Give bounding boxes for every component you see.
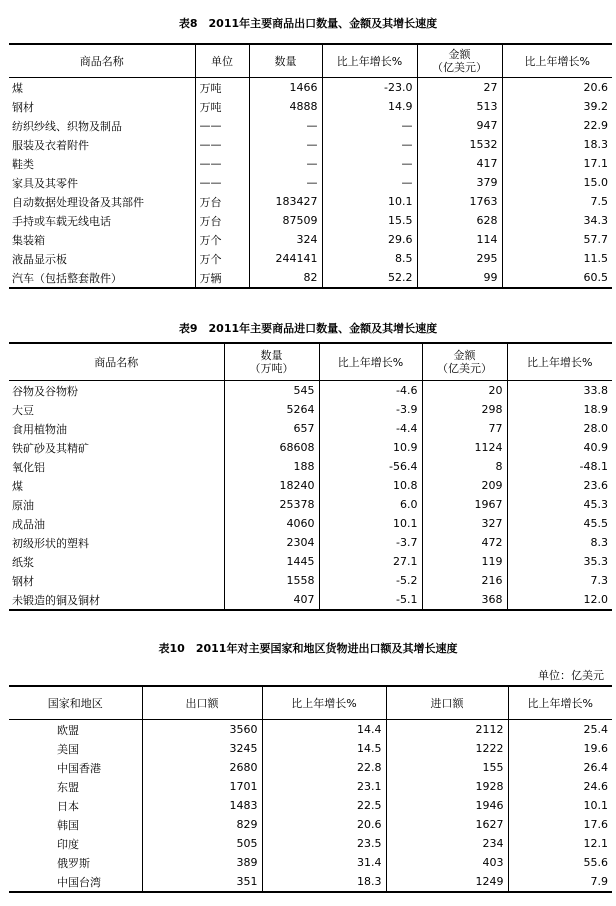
- table-cell: 417: [417, 154, 502, 173]
- table10-unit: 单位：亿美元: [538, 669, 604, 682]
- table-cell: —: [249, 154, 322, 173]
- table-cell: 20.6: [262, 815, 386, 834]
- table-cell: 22.5: [262, 796, 386, 815]
- table-cell: 美国: [57, 742, 79, 756]
- table-cell: 1763: [417, 192, 502, 211]
- table-cell: -56.4: [319, 457, 422, 476]
- column-header: 比上年增长%: [508, 686, 612, 720]
- table-cell: 545: [224, 381, 319, 401]
- table-row: [9, 796, 612, 815]
- table-cell: 集装箱: [12, 233, 45, 247]
- table-cell: 324: [249, 230, 322, 249]
- table-cell: 1532: [417, 135, 502, 154]
- table-cell: 22.9: [502, 116, 612, 135]
- table-cell: 657: [224, 419, 319, 438]
- table-cell: 万台: [195, 211, 249, 230]
- table-cell: 10.1: [319, 514, 422, 533]
- table-cell: 23.5: [262, 834, 386, 853]
- table-row: [9, 815, 612, 834]
- table-cell: 15.5: [322, 211, 417, 230]
- column-header: 商品名称: [9, 343, 224, 381]
- table-cell: 原油: [12, 498, 34, 512]
- table-cell: 中国香港: [57, 761, 101, 775]
- table-cell: 3560: [142, 720, 262, 740]
- table-cell: 34.3: [502, 211, 612, 230]
- table-cell: 295: [417, 249, 502, 268]
- table-row: [9, 552, 612, 571]
- table-cell: ——: [195, 173, 249, 192]
- table-cell: 5264: [224, 400, 319, 419]
- table-cell: 万吨: [195, 78, 249, 98]
- table-cell: 1483: [142, 796, 262, 815]
- table8-title: 表8 2011年主要商品出口数量、金额及其增长速度: [178, 17, 438, 30]
- table-row: [9, 135, 612, 154]
- import-commodities-table: [9, 342, 612, 611]
- column-header: 进口额: [386, 686, 508, 720]
- table-cell: 15.0: [502, 173, 612, 192]
- table-cell: 煤: [12, 479, 23, 493]
- table-cell: 14.9: [322, 97, 417, 116]
- column-header: 比上年增长%: [319, 343, 422, 381]
- table-cell: 18.3: [262, 872, 386, 892]
- table-row: [9, 872, 612, 892]
- table-row: [9, 154, 612, 173]
- table-cell: -23.0: [322, 78, 417, 98]
- table-cell: 1928: [386, 777, 508, 796]
- table-row: [9, 590, 612, 610]
- table-row: [9, 400, 612, 419]
- table-cell: 55.6: [508, 853, 612, 872]
- table-cell: 万台: [195, 192, 249, 211]
- export-commodities-table: [9, 43, 612, 289]
- table-cell: 汽车（包括整套散件）: [12, 271, 122, 285]
- table-cell: 99: [417, 268, 502, 288]
- table-cell: 手持或车载无线电话: [12, 214, 111, 228]
- table-cell: 1124: [422, 438, 507, 457]
- table-cell: 45.3: [507, 495, 612, 514]
- table-cell: 6.0: [319, 495, 422, 514]
- table-cell: 25.4: [508, 720, 612, 740]
- table-cell: 389: [142, 853, 262, 872]
- table-cell: ——: [195, 116, 249, 135]
- table-cell: 628: [417, 211, 502, 230]
- table-cell: 351: [142, 872, 262, 892]
- table-cell: 万个: [195, 249, 249, 268]
- column-header: 金额 （亿美元）: [422, 343, 507, 381]
- table-cell: 27.1: [319, 552, 422, 571]
- table-cell: 327: [422, 514, 507, 533]
- table-cell: 1249: [386, 872, 508, 892]
- table-cell: 铁矿砂及其精矿: [12, 441, 89, 455]
- table-cell: —: [249, 173, 322, 192]
- table-row: [9, 97, 612, 116]
- table-row: [9, 78, 612, 98]
- table-cell: 28.0: [507, 419, 612, 438]
- table-cell: 大豆: [12, 403, 34, 417]
- table-cell: 35.3: [507, 552, 612, 571]
- table-cell: 19.6: [508, 739, 612, 758]
- table-cell: 煤: [12, 81, 23, 95]
- table10-title: 表10 2011年对主要国家和地区货物进出口额及其增长速度: [158, 642, 458, 655]
- table-row: [9, 211, 612, 230]
- table-cell: -3.9: [319, 400, 422, 419]
- table-cell: 12.1: [508, 834, 612, 853]
- table-cell: 钢材: [12, 100, 34, 114]
- table-cell: 947: [417, 116, 502, 135]
- table-row: [9, 173, 612, 192]
- table-cell: 10.9: [319, 438, 422, 457]
- table-cell: 韩国: [57, 818, 79, 832]
- table-cell: 27: [417, 78, 502, 98]
- table-cell: 52.2: [322, 268, 417, 288]
- table-cell: 23.1: [262, 777, 386, 796]
- table-cell: 服装及衣着附件: [12, 138, 89, 152]
- table-row: [9, 381, 612, 401]
- table-cell: 379: [417, 173, 502, 192]
- table-row: [9, 438, 612, 457]
- table-cell: 8.3: [507, 533, 612, 552]
- column-header: 比上年增长%: [502, 44, 612, 78]
- table-cell: ——: [195, 135, 249, 154]
- table-cell: 1701: [142, 777, 262, 796]
- table-cell: 纺织纱线、织物及制品: [12, 119, 122, 133]
- table-cell: 氧化铝: [12, 460, 45, 474]
- table-cell: —: [322, 135, 417, 154]
- table-cell: 155: [386, 758, 508, 777]
- table-row: [9, 457, 612, 476]
- table-row: [9, 116, 612, 135]
- table-cell: 87509: [249, 211, 322, 230]
- table-cell: 82: [249, 268, 322, 288]
- table-cell: 2112: [386, 720, 508, 740]
- table-cell: 234: [386, 834, 508, 853]
- column-header: 出口额: [142, 686, 262, 720]
- table-cell: 10.1: [322, 192, 417, 211]
- table-cell: 23.6: [507, 476, 612, 495]
- table-cell: 1466: [249, 78, 322, 98]
- table-cell: 中国台湾: [57, 875, 101, 889]
- table-cell: 60.5: [502, 268, 612, 288]
- table-cell: -3.7: [319, 533, 422, 552]
- table-cell: 26.4: [508, 758, 612, 777]
- table-cell: 1627: [386, 815, 508, 834]
- table-cell: 印度: [57, 837, 79, 851]
- table-cell: —: [249, 116, 322, 135]
- table-cell: —: [322, 154, 417, 173]
- table-cell: 1946: [386, 796, 508, 815]
- table-cell: -5.2: [319, 571, 422, 590]
- table-cell: 33.8: [507, 381, 612, 401]
- column-header: 商品名称: [9, 44, 195, 78]
- table-cell: -48.1: [507, 457, 612, 476]
- table-cell: 3245: [142, 739, 262, 758]
- table-cell: 68608: [224, 438, 319, 457]
- table-cell: 20.6: [502, 78, 612, 98]
- table-cell: 1558: [224, 571, 319, 590]
- table-cell: 18.3: [502, 135, 612, 154]
- table-cell: 欧盟: [57, 723, 79, 737]
- table-cell: 829: [142, 815, 262, 834]
- table-cell: 2680: [142, 758, 262, 777]
- table-cell: 7.3: [507, 571, 612, 590]
- table-cell: 407: [224, 590, 319, 610]
- table-cell: 4060: [224, 514, 319, 533]
- column-header: 单位: [195, 44, 249, 78]
- table-cell: 183427: [249, 192, 322, 211]
- table-cell: 14.5: [262, 739, 386, 758]
- table-cell: 鞋类: [12, 157, 34, 171]
- table-row: [9, 419, 612, 438]
- table-cell: 31.4: [262, 853, 386, 872]
- table-cell: 17.6: [508, 815, 612, 834]
- table-cell: —: [249, 135, 322, 154]
- table-cell: 18240: [224, 476, 319, 495]
- table-cell: 10.8: [319, 476, 422, 495]
- table-row: [9, 834, 612, 853]
- table-cell: 万吨: [195, 97, 249, 116]
- table-cell: 188: [224, 457, 319, 476]
- column-header: 国家和地区: [9, 686, 142, 720]
- table-cell: 20: [422, 381, 507, 401]
- table-row: [9, 230, 612, 249]
- table-cell: 403: [386, 853, 508, 872]
- table-cell: 11.5: [502, 249, 612, 268]
- table-cell: 119: [422, 552, 507, 571]
- table-cell: 472: [422, 533, 507, 552]
- table-row: [9, 571, 612, 590]
- table-cell: 4888: [249, 97, 322, 116]
- table-cell: 25378: [224, 495, 319, 514]
- table-cell: 368: [422, 590, 507, 610]
- table-cell: 万辆: [195, 268, 249, 288]
- table-cell: —: [322, 116, 417, 135]
- table-cell: 日本: [57, 799, 79, 813]
- table-cell: 12.0: [507, 590, 612, 610]
- table-cell: 8.5: [322, 249, 417, 268]
- table-cell: 钢材: [12, 574, 34, 588]
- table-cell: 14.4: [262, 720, 386, 740]
- table-cell: 1967: [422, 495, 507, 514]
- table-row: [9, 514, 612, 533]
- table-cell: -4.6: [319, 381, 422, 401]
- table-cell: 216: [422, 571, 507, 590]
- table-cell: 77: [422, 419, 507, 438]
- table-cell: 1222: [386, 739, 508, 758]
- table-row: [9, 853, 612, 872]
- table-cell: 209: [422, 476, 507, 495]
- table-row: [9, 476, 612, 495]
- table-row: [9, 777, 612, 796]
- table9-title: 表9 2011年主要商品进口数量、金额及其增长速度: [178, 322, 438, 335]
- table-cell: 1445: [224, 552, 319, 571]
- table-cell: 45.5: [507, 514, 612, 533]
- table-row: [9, 192, 612, 211]
- table-cell: 114: [417, 230, 502, 249]
- column-header: 金额 （亿美元）: [417, 44, 502, 78]
- table-cell: -5.1: [319, 590, 422, 610]
- table-cell: ——: [195, 154, 249, 173]
- table-cell: 食用植物油: [12, 422, 67, 436]
- column-header: 比上年增长%: [262, 686, 386, 720]
- table-row: [9, 495, 612, 514]
- table-cell: 成品油: [12, 517, 45, 531]
- table-cell: 8: [422, 457, 507, 476]
- table-row: [9, 739, 612, 758]
- column-header: 比上年增长%: [507, 343, 612, 381]
- table-cell: 39.2: [502, 97, 612, 116]
- table-cell: 24.6: [508, 777, 612, 796]
- table-cell: 22.8: [262, 758, 386, 777]
- table-cell: 29.6: [322, 230, 417, 249]
- table-cell: -4.4: [319, 419, 422, 438]
- table-cell: 初级形状的塑料: [12, 536, 89, 550]
- table-cell: 298: [422, 400, 507, 419]
- column-header: 比上年增长%: [322, 44, 417, 78]
- table-cell: 液晶显示板: [12, 252, 67, 266]
- table-row: [9, 268, 612, 288]
- table-cell: 家具及其零件: [12, 176, 78, 190]
- table-cell: 244141: [249, 249, 322, 268]
- table-row: [9, 758, 612, 777]
- table-cell: 505: [142, 834, 262, 853]
- table-cell: 18.9: [507, 400, 612, 419]
- table-cell: 10.1: [508, 796, 612, 815]
- table-cell: 未锻造的铜及铜材: [12, 593, 100, 607]
- table-cell: 17.1: [502, 154, 612, 173]
- table-cell: 2304: [224, 533, 319, 552]
- table-cell: 513: [417, 97, 502, 116]
- column-header: 数量 （万吨）: [224, 343, 319, 381]
- table-cell: 东盟: [57, 780, 79, 794]
- table-cell: 俄罗斯: [57, 856, 90, 870]
- table-cell: 纸浆: [12, 555, 34, 569]
- column-header: 数量: [249, 44, 322, 78]
- table-row: [9, 720, 612, 740]
- table-cell: 万个: [195, 230, 249, 249]
- table-cell: 7.5: [502, 192, 612, 211]
- table-cell: 谷物及谷物粉: [12, 384, 78, 398]
- table-row: [9, 249, 612, 268]
- table-cell: 7.9: [508, 872, 612, 892]
- table-cell: 自动数据处理设备及其部件: [12, 195, 144, 209]
- table-cell: —: [322, 173, 417, 192]
- table-cell: 40.9: [507, 438, 612, 457]
- table-row: [9, 533, 612, 552]
- trade-partners-table: [9, 685, 612, 893]
- table-cell: 57.7: [502, 230, 612, 249]
